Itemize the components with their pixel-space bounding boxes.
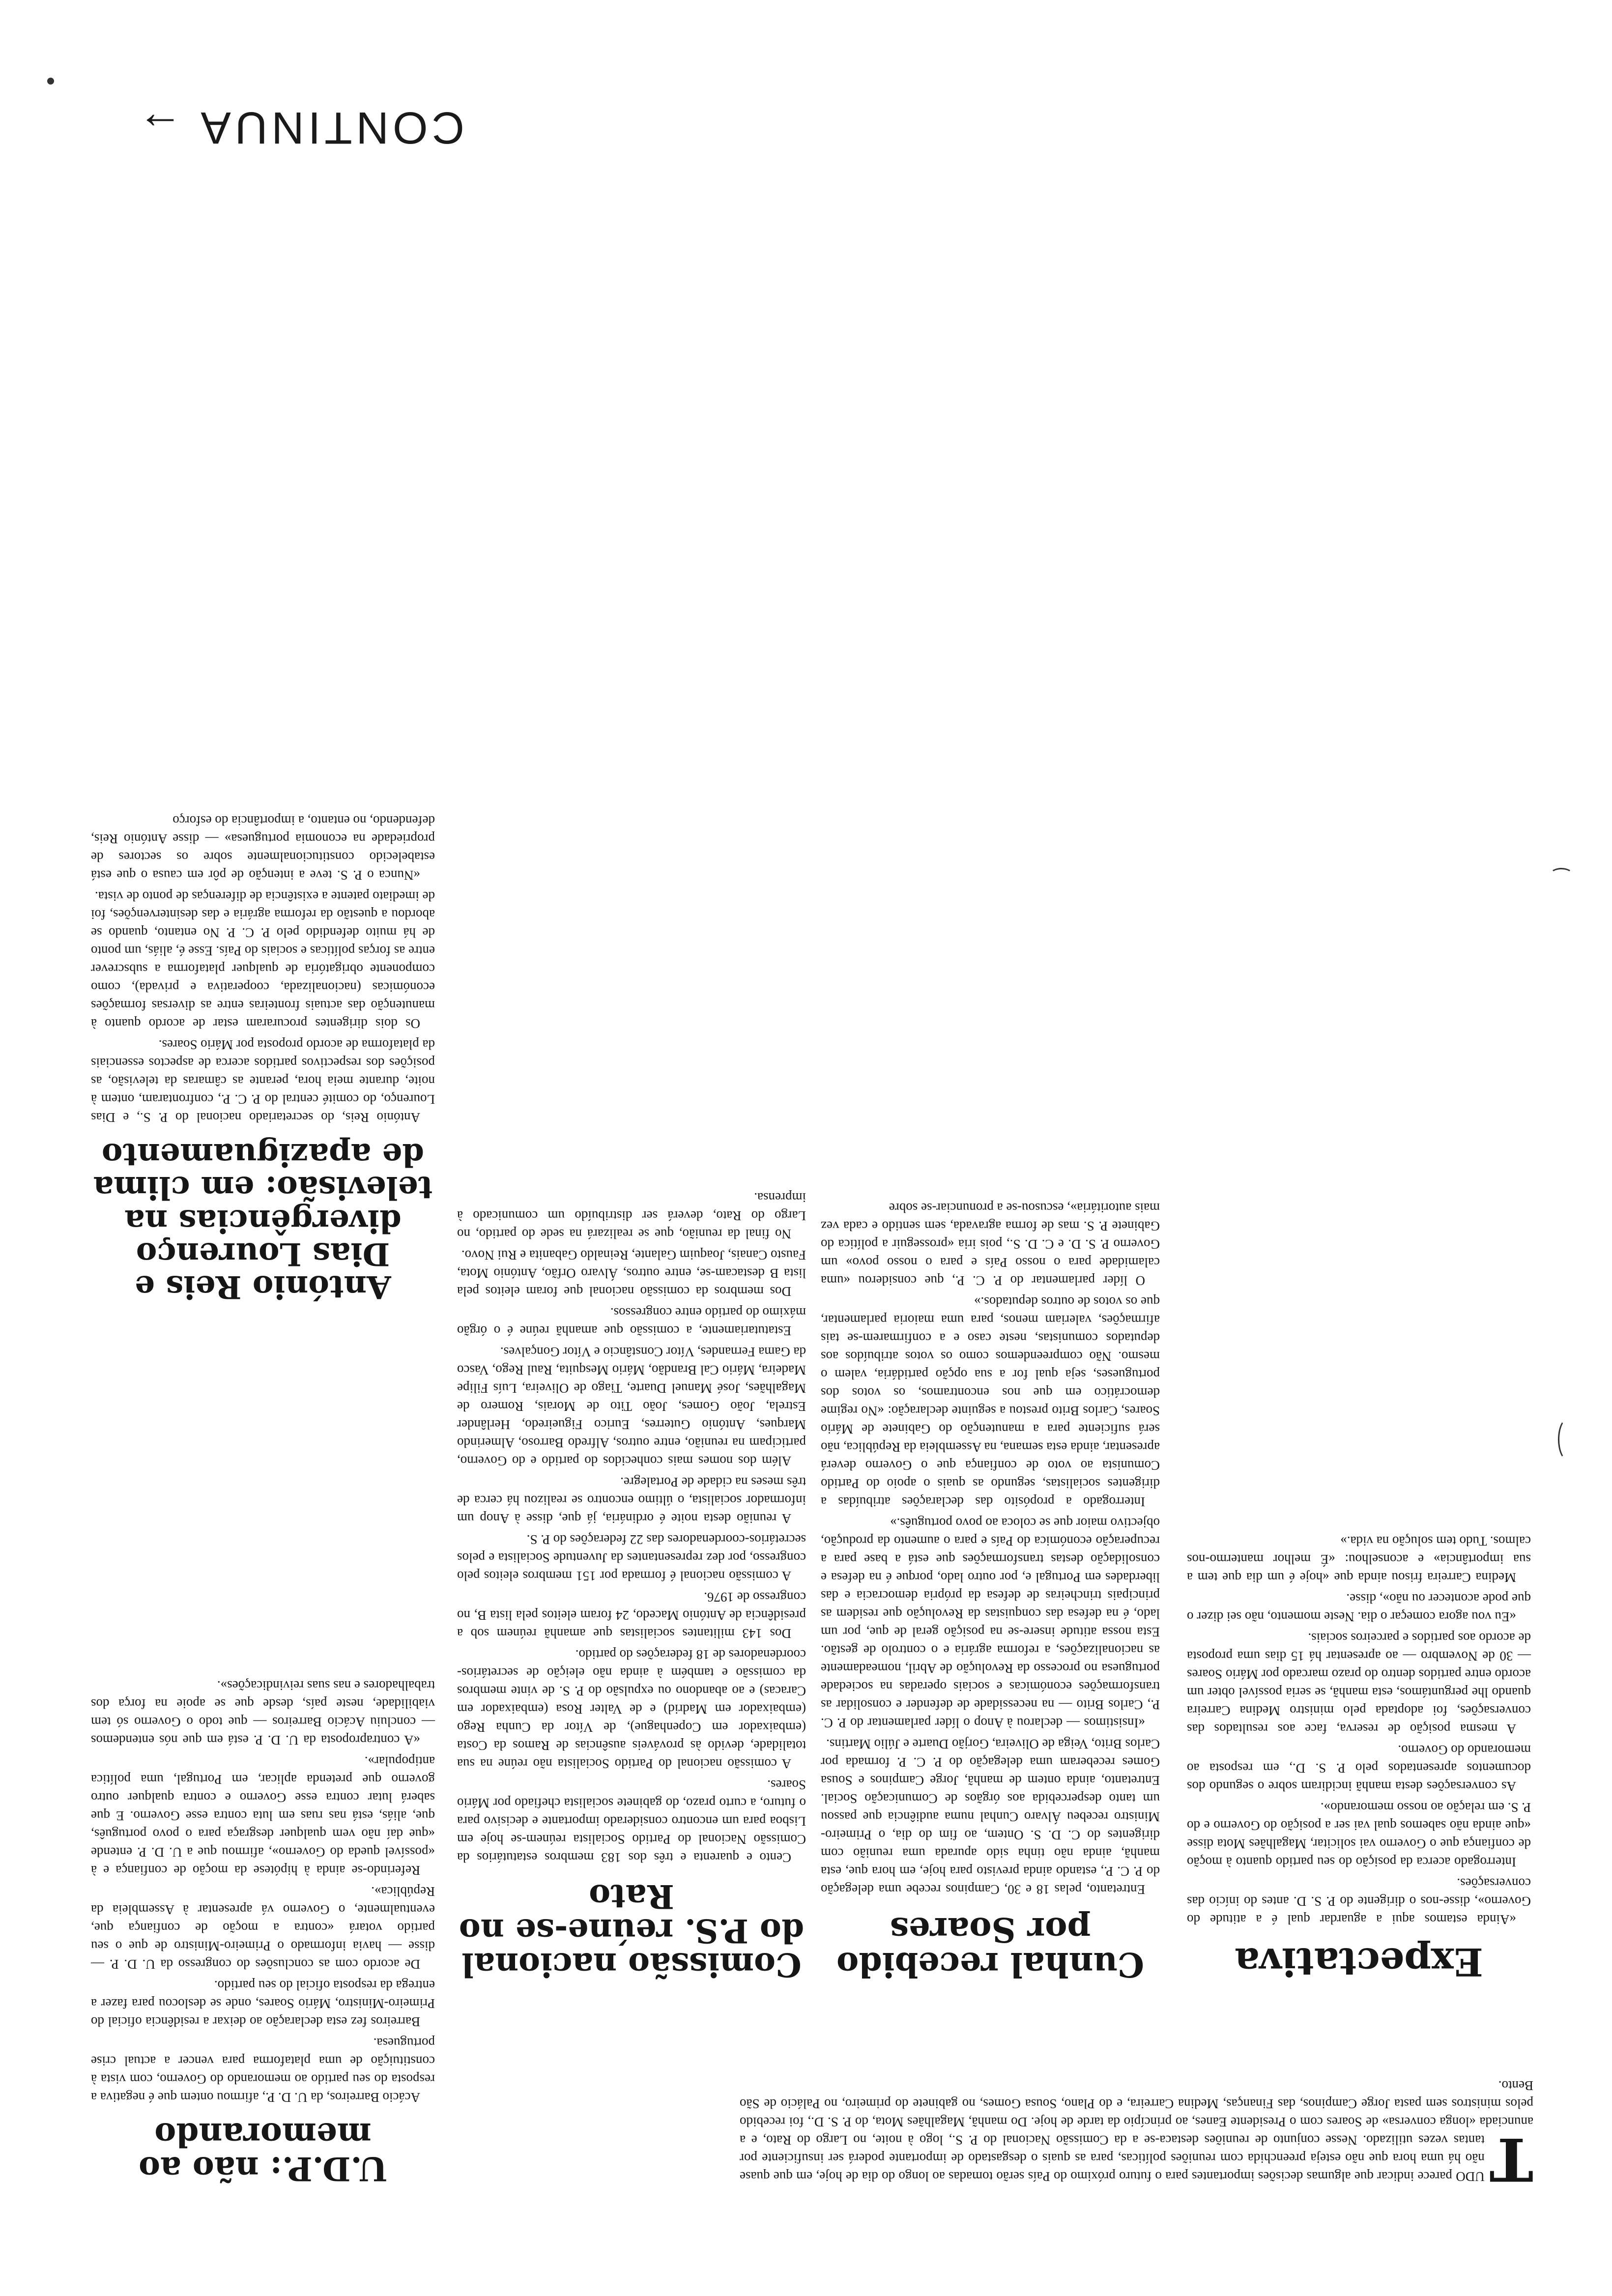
comissao-paragraph: Dos membros da comissão nacional que foram eleitos pela lista B destacam-se, entre outros, Álvaro Orfão, António Mota, Fausto Canais, Joaquim Galante, Reinaldo Gabanita e Rui Novo. — [457, 1248, 806, 1299]
drop-cap: T — [1489, 2124, 1533, 2194]
comissao-paragraph: No final da reunião, que se realizará na sede do partido, no Largo do Rato, deverá ser distribuído um comunicado à imprensa. — [457, 1190, 806, 1242]
expectativa-paragraph: «Ainda estamos aqui a aguardar qual é a atitude do Governo», disse-nos o dirigente do P. S. D. antes do início das conversações. — [1187, 1876, 1531, 1927]
article-udp — [91, 1673, 435, 2188]
comissao-paragraph: Cento e quarenta e três dos 183 membros estatutários da Comissão Nacional do Partido Socialista reúnem-se hoje em Lisboa para um encontro considerado importante e decisivo para o futuro, a curto prazo, do gabinete socialista chefiado por Mário Soares. — [457, 1778, 806, 1866]
expectativa-paragraph: «Eu vou agora começar o dia. Neste momento, não sei dizer o que pode acontecer ou não», disse. — [1187, 1591, 1531, 1625]
comissao-paragraph: A comissão nacional é formada por 151 membros eleitos pelo congresso, por dez representantes da Juventude Socialista e pelos secretários-coordenadores das 22 federações do P. S. — [457, 1532, 806, 1584]
cunhal-paragraph: Entretanto, pelas 18 e 30, Campinos recebe uma delegação do P. C. P., estando ainda previsto para hoje, em hora que, esta manhã, ainda não tinha sido apurada uma reunião com dirigentes do C. D. S. Ontem, ao fim do dia, o Primeiro-Ministro recebeu Álvaro Cunhal numa audiência que passou um tanto despercebida aos órgãos de Comunicação Social. Entretanto, ainda ontem de manhã, Jorge Campinos e Sousa Gomes receberam uma delegação do P. C. P. formada por Carlos Brito, Veiga de Oliveira, Gorjão Duarte e Júlio Martins. — [821, 1737, 1160, 1897]
cunhal-paragraph: «Insistimos — declarou à Anop o líder parlamentar do P. C. P., Carlos Brito — na necessidade de defender e consolidar as transformações económicas e sociais operadas na sociedade portuguesa no processo da Revolução de Abril, nomeadamente as nacionalizações, a reforma agrária e o controlo de gestão. Esta nossa atitude insere-se na posição geral de que, por um lado, é na defesa das conquistas da Revolução que residem as principais trincheiras de defesa da própria democracia e das liberdades em Portugal e, por outro lado, porque é na defesa e consolidação destas transformações que está a base para a recuperação económica do País e para o aumento da produção, objectivo maior que se coloca ao povo português.» — [821, 1516, 1160, 1731]
arrow-right-icon: → — [134, 103, 183, 153]
expectativa-paragraph: Medina Carreira frisou ainda que «hoje é um dia que tem a sua importância» e aconselhou: «É melhor mantermo-nos calmos. Tudo tem solução na vida.» — [1187, 1534, 1531, 1585]
cunhal-paragraph: O líder parlamentar do P. C. P., que considerou «uma calamidade para o nosso País e para o nosso povo» um Governo P. S. D. e C. D. S., pois iria «prosseguir a política do Gabinete P. S. mas de forma agravada, sem sentido e cada vez mais autoritária», escusou-se a pronunciar-se sobre — [821, 1201, 1160, 1289]
cunhal-paragraph: Interrogado a propósito das declarações atribuídas a dirigentes socialistas, segundo as quais o apoio do Partido Comunista ao voto de confiança que o Governo deverá apresentar, ainda esta semana, na Assembleia da República, não será suficiente para a manutenção do Gabinete de Mário Soares, Carlos Brito prestou a seguinte declaração: «No regime democrático em que nos encontramos, os votos dos portugueses, seja qual for a sua opção partidária, valem o mesmo. Não compreendemos como os votos atribuídos aos deputados comunistas, neste caso e a confirmarem-se tais afirmações, valeriam menos, para uma maioria parlamentar, que os votos de outros deputados.» — [821, 1294, 1160, 1510]
lede-paragraph — [740, 2076, 1533, 2194]
udp-paragraph: «A contraproposta da U. D. P. está em que nós entendemos — concluiu Acácio Barreiros — que todo o Governo só tem viabilidade, neste país, desde que se apoie na força dos trabalhadores e nas suas reivindicações». — [91, 1678, 435, 1748]
margin-mark — [1558, 1418, 1578, 1461]
article-expectativa — [1187, 1529, 1531, 1984]
udp-headline: U.D.P.: não ao memorando — [139, 2115, 387, 2188]
continua-text: CONTINUA — [199, 103, 464, 153]
udp-paragraph: Acácio Barreiros, da U. D. P., afirmou ontem que é negativa a resposta do seu partido ao memorando do Governo, com vista à constituição de uma plataforma para vencer a actual crise portuguesa. — [91, 2036, 435, 2105]
udp-paragraph: De acordo com as conclusões do congresso da U. D. P. — disse — havia informado o Primeiro-Ministro de que o seu partido votará «contra a moção de confiança que, eventualmente, o Governo vá apresentar à Assembleia da República». — [91, 1884, 435, 1972]
expectativa-paragraph: As conversações desta manhã incidiram sobre o segundo dos documentos apresentados pelo P. S. D., em resposta ao memorando do Governo. — [1187, 1743, 1531, 1794]
udp-paragraph: Barreiros fez esta declaração ao deixar a residência oficial do Primeiro-Ministro, Mário Soares, onde se deslocou para fazer a entrega da resposta oficial do seu partido. — [91, 1978, 435, 2030]
reis-lourenco-headline: António Reis e Dias Lourenço divergências na televisão: em clima de apaziguamento — [93, 1136, 433, 1305]
comissao-headline: Comissão nacional do P.S. reúne-se no Rato — [459, 1877, 805, 1984]
expectativa-headline: Expectativa — [1235, 1939, 1483, 1984]
article-comissao — [457, 1185, 806, 1984]
margin-mark — [1550, 868, 1573, 881]
comissao-paragraph: Além dos nomes mais conhecidos do partido e do Governo, participam na reunião, entre outros, Alfredo Barroso, Almerindo Marques, António Guterres, Eurico Figueiredo, Herlânder Estrela, João Gomes, João Tito de Morais, Romero de Magalhães, José Manuel Duarte, Tiago de Oliveira, Luís Filipe Madeira, Mário Cal Brandão, Mário Mesquita, Raul Rego, Vasco da Gama Fernandes, Vítor Constâncio e Vítor Gonçalves. — [457, 1345, 806, 1469]
comissao-paragraph: A comissão nacional do Partido Socialista não reúne na sua totalidade, devido às prováveis ausências de Ramos da Costa (embaixador em Copenhague), de Vítor da Cunha Rego (embaixador em Madrid) e de Valter Rosa (embaixador em Caracas) e ao abandono ou expulsão do P. S. de vinte membros da comissão e também à ainda não eleição de secretários-coordenadores de 18 federações do partido. — [457, 1647, 806, 1772]
margin-mark — [47, 78, 54, 85]
reis-lourenco-paragraph: António Reis, do secretariado nacional do P. S., e Dias Lourenço, do comité central do P. C. P., confrontaram, ontem à noite, durante meia hora, perante as câmaras da televisão, as posições dos respectivos partidos acerca de aspectos essenciais da plataforma de acordo proposta por Mário Soares. — [91, 1037, 435, 1125]
comissao-paragraph: A reunião desta noite é ordinária, já que, disse à Anop um informador socialista, o último encontro se realizou há cerca de três meses na cidade de Portalegre. — [457, 1475, 806, 1526]
article-reis-lourenco — [91, 808, 435, 1303]
comissao-paragraph: Estatutariamente, a comissão que amanhã reúne é o órgão máximo do partido entre congressos. — [457, 1305, 806, 1339]
reis-lourenco-paragraph: «Nunca o P. S. teve a intenção de pôr em causa o que está estabelecido constitucionalmente sobre os sectores de propriedade na economia portuguesa» — disse António Reis, defendendo, no entanto, a importância do esforço — [91, 813, 435, 883]
udp-paragraph: Referindo-se ainda à hipótese da moção de confiança e à «possível queda do Governo», afirmou que a U. D. P. entende «que daí não vem qualquer desgraça para o povo português, que, aliás, está nas ruas em luta contra esse Governo. E que saberá lutar contra esse Governo e contra qualquer outro governo que pretenda aplicar, em Portugal, uma política antipopular». — [91, 1754, 435, 1878]
article-cunhal — [821, 1196, 1160, 1984]
continua-label — [134, 102, 464, 153]
lede-text: UDO parece indicar que algumas decisões importantes para o futuro próximo do País serão tomadas ao longo do dia de hoje, em que quase não há uma hora que não esteja preenchida com reuniões políticas, para as quais o desgastado de importante poderá ser insuficiente por tantas vezes utilizado. Nesse conjunto de reuniões destaca-se a da Comissão Nacional do P. S., logo à noite, no Largo do Rato, e a anunciada «longa conversa» de Soares com o Presidente Eanes, ao princípio da tarde de hoje. Do manhã, Magalhães Mota, do P. S. D., foi recebido pelos ministros sem pasta Jorge Campinos, das Finanças, Medina Carreira, e do Plano, Sousa Gomes, no gabinete do primeiro, no Palácio de São Bento. — [740, 2078, 1533, 2184]
reis-lourenco-paragraph: Os dois dirigentes procuraram estar de acordo quanto à manutenção das actuais fronteiras entre as diversas formações económicas (nacionalizada, cooperativa e privada), como componente obrigatória de qualquer plataforma a subscrever entre as forças políticas e sociais do País. Esse é, aliás, um ponto de há muito defendido pelo P. C. P. No entanto, quando se abordou a questão da reforma agrária e das desintervenções, foi de imediato patente a existência de diferenças de ponto de vista. — [91, 889, 435, 1032]
comissao-paragraph: Dos 143 militantes socialistas que amanhã reúnem sob a presidência de António Macedo, 24 foram eleitos pela lista B, no congresso de 1976. — [457, 1590, 806, 1641]
expectativa-paragraph: Interrogado acerca da posição do seu partido quanto à moção de confiança que o Governo vai solicitar, Magalhães Mota disse «que ainda não sabemos qual vai ser a posição do Governo e do P. S. em relação ao nosso memorando». — [1187, 1800, 1531, 1870]
expectativa-paragraph: A mesma posição de reserva, face aos resultados das conversações, foi adoptada pelo ministro Medina Carreira quando lhe perguntámos, esta manhã, se seria possível obter um acordo entre partidos dentro do prazo marcado por Mário Soares — 30 de Novembro — ao apresentar há 15 dias uma proposta de acordo aos partidos e parceiros sociais. — [1187, 1631, 1531, 1737]
cunhal-headline: Cunhal recebido por Soares — [836, 1909, 1145, 1984]
